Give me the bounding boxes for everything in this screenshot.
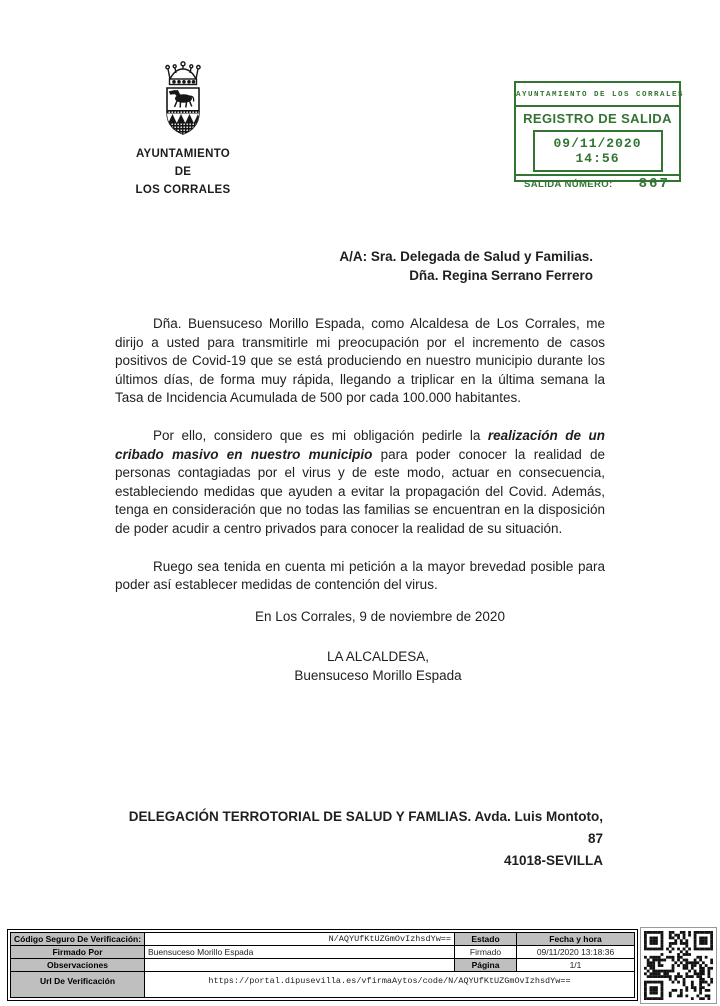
- stamp-org-name: AYUNTAMIENTO DE LOS CORRALES: [516, 83, 679, 107]
- firmado-por-label: Firmado Por: [11, 946, 145, 959]
- paragraph-2: [115, 427, 605, 539]
- stamp-datetime: 09/11/2020 14:56: [533, 130, 663, 172]
- url-label: Url De Verificación: [11, 972, 145, 998]
- signature-role: LA ALCALDESA,: [326, 649, 430, 665]
- stamp-number-label: SALIDA NÚMERO:: [524, 179, 613, 190]
- signature-block: [115, 647, 605, 685]
- org-name-line3: LOS CORRALES: [135, 184, 231, 196]
- footer-address: [115, 806, 603, 872]
- registry-stamp: [514, 81, 685, 192]
- paragraph-2-emphasis: realización de un cribado masivo en nuestro municipio: [115, 427, 605, 462]
- csv-label: Código Seguro De Verificación:: [11, 933, 145, 946]
- coat-of-arms: [108, 60, 258, 138]
- estado-label: Estado: [455, 933, 517, 946]
- letter-body: [115, 315, 605, 685]
- footer-address-line2: 41018-SEVILLA: [503, 853, 603, 868]
- fecha-label: Fecha y hora: [517, 933, 635, 946]
- csv-value: N/AQYUfKtUZGmOvIzhsdYw==: [145, 933, 455, 946]
- firmado-por-value: Buensuceso Morillo Espada: [145, 946, 455, 959]
- stamp-title: REGISTRO DE SALIDA: [523, 111, 672, 126]
- recipient-block: [115, 247, 593, 285]
- paragraph-3: Ruego sea tenida en cuenta mi petición a la mayor brevedad posible para poder así establecer medidas de contención del virus.: [115, 558, 605, 593]
- recipient-line1: A/A: Sra. Delegada de Salud y Familias.: [339, 249, 593, 264]
- stamp-number-value: 867: [638, 176, 670, 192]
- letterhead: [108, 60, 258, 198]
- org-name-line2: DE: [174, 166, 192, 178]
- observaciones-value: [145, 959, 455, 972]
- dateline: En Los Corrales, 9 de noviembre de 2020: [255, 608, 505, 624]
- pagina-label: Página: [455, 959, 517, 972]
- paragraph-2-start: Por ello, considero que es mi obligación pedirle la: [153, 427, 488, 443]
- paragraph-2-end: para poder conocer la realidad de personas contagiadas por el virus y de este modo, actuar en consecuencia, estableciendo medidas que ayuden a evitar la propagación del Covid. Además, tenga en consideración que no todas las familias se encuentran en la disposición de poder acudir a centro privados para conocer la realidad de su situación.: [115, 446, 606, 536]
- stamp-bottom-rule: [516, 174, 679, 176]
- fecha-value: 09/11/2020 13:18:36: [517, 946, 635, 959]
- signature-name: Buensuceso Morillo Espada: [294, 668, 462, 684]
- pagina-value: 1/1: [517, 959, 635, 972]
- estado-value: Firmado: [455, 946, 517, 959]
- qr-code-image: [644, 931, 713, 1000]
- org-name-line1: AYUNTAMIENTO: [135, 148, 231, 160]
- observaciones-label: Observaciones: [11, 959, 145, 972]
- url-value: https://portal.dipusevilla.es/vfirmaAytos/code/N/AQYUfKtUZGmOvIzhsdYw==: [145, 972, 635, 998]
- paragraph-1: Dña. Buensuceso Morillo Espada, como Alcaldesa de Los Corrales, me dirijo a usted para transmitirle mi preocupación por el incremento de casos positivos de Covid-19 que se está produciendo en nuestro municipio durante los últimos días, de forma muy rápida, llegando a triplicar en la última semana la Tasa de Incidencia Acumulada de 500 por cada 100.000 habitantes.: [115, 316, 605, 406]
- footer-address-line1: DELEGACIÓN TERROTORIAL DE SALUD Y FAMLIAS. Avda. Luis Montoto, 87: [128, 809, 603, 846]
- verification-table: [7, 929, 638, 1001]
- recipient-line2: Dña. Regina Serrano Ferrero: [409, 268, 593, 283]
- qr-code: [640, 927, 717, 1004]
